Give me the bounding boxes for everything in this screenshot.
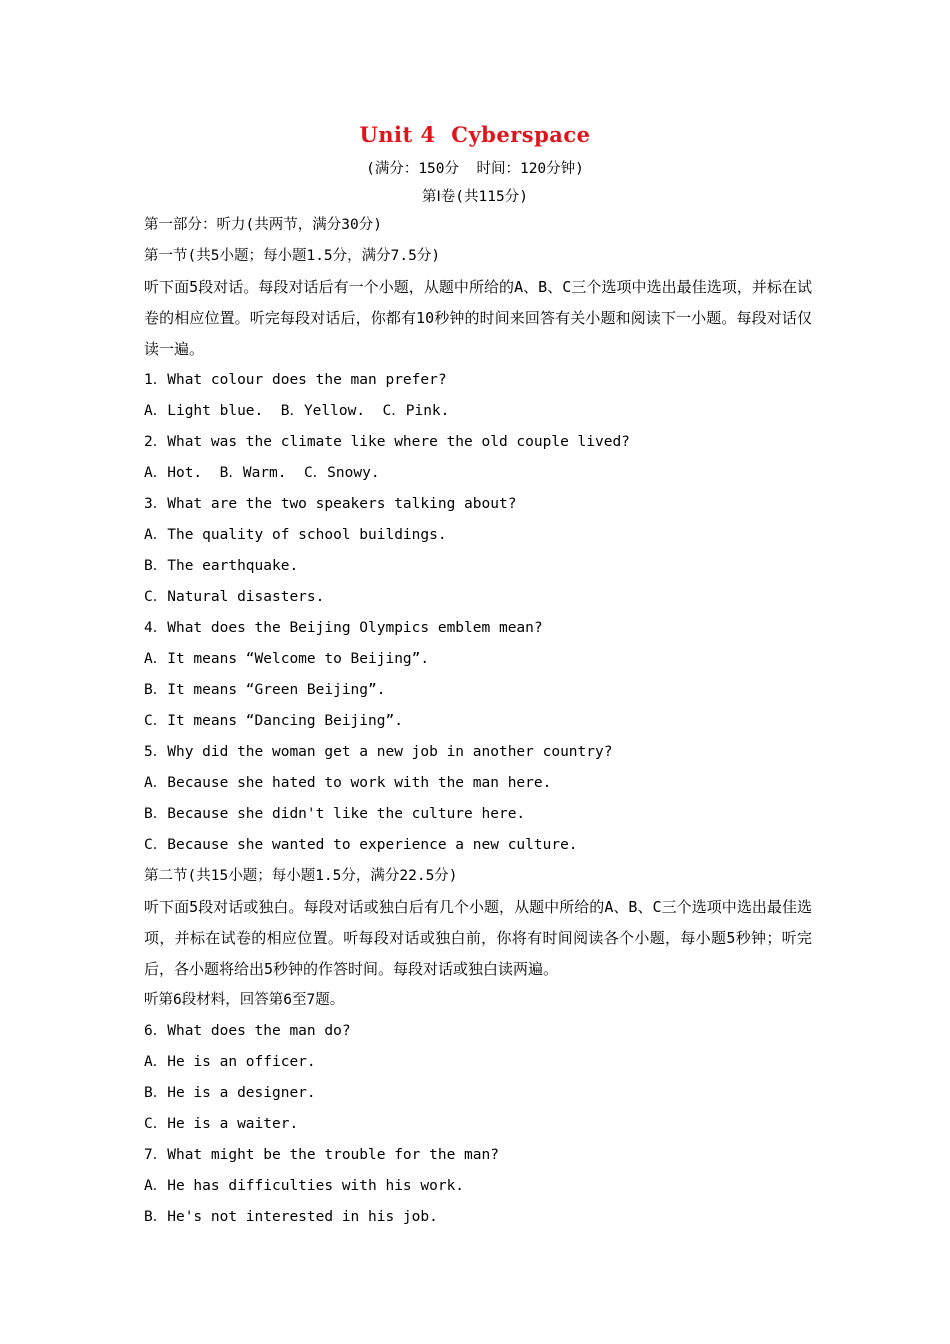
option-a: A．He has difficulties with his work. — [144, 1178, 465, 1194]
exam-content — [144, 210, 812, 1233]
option-b: B．It means “Green Beijing”. — [144, 682, 386, 698]
question-stem: 7．What might be the trouble for the man? — [144, 1147, 499, 1163]
option-b: B．He's not interested in his job. — [144, 1209, 438, 1225]
question-stem: 1．What colour does the man prefer? — [144, 372, 447, 388]
question-stem: 6．What does the man do? — [144, 1023, 351, 1039]
option-b: B．The earthquake. — [144, 558, 299, 574]
question-stem: 5．Why did the woman get a new job in another country? — [144, 744, 613, 760]
option-a: A．It means “Welcome to Beijing”. — [144, 651, 430, 667]
question-stem: 4．What does the Beijing Olympics emblem mean? — [144, 620, 543, 636]
question-options: A．Light blue. B．Yellow. C．Pink. — [144, 403, 450, 419]
question-stem: 2．What was the climate like where the old couple lived? — [144, 434, 630, 450]
option-b: B．He is a designer. — [144, 1085, 316, 1101]
option-c: C．It means “Dancing Beijing”. — [144, 713, 403, 729]
option-b: B．Because she didn't like the culture here. — [144, 806, 526, 822]
question-stem: 3．What are the two speakers talking about? — [144, 496, 517, 512]
section2-heading: 第二节(共15小题；每小题1.5分，满分22.5分) — [144, 868, 458, 884]
option-a: A．Because she hated to work with the man here. — [144, 775, 552, 791]
option-a: A．He is an officer. — [144, 1054, 316, 1070]
section1-heading: 第一节(共5小题；每小题1.5分，满分7.5分) — [144, 248, 441, 264]
section2-instructions: 听下面5段对话或独白。每段对话或独白后有几个小题，从题中所给的A、B、C三个选项中选出最佳选项，并标在试卷的相应位置。听每段对话或独白前，你将有时间阅读各个小题，每小题5秒钟；听完后，各小题将给出5秒钟的作答时间。每段对话或独白读两遍。 — [144, 898, 812, 978]
option-a: A．The quality of school buildings. — [144, 527, 447, 543]
part-heading: 第一部分：听力(共两节，满分30分) — [144, 217, 382, 233]
option-c: C．Because she wanted to experience a new culture. — [144, 837, 578, 853]
option-c: C．Natural disasters. — [144, 589, 325, 605]
volume-heading: 第Ⅰ卷(共115分) — [422, 189, 528, 205]
material-note: 听第6段材料，回答第6至7题。 — [144, 992, 345, 1008]
section1-instructions: 听下面5段对话。每段对话后有一个小题，从题中所给的A、B、C三个选项中选出最佳选项，并标在试卷的相应位置。听完每段对话后，你都有10秒钟的时间来回答有关小题和阅读下一小题。每段对话仅读一遍。 — [144, 278, 812, 358]
question-options: A．Hot. B．Warm. C．Snowy. — [144, 465, 380, 481]
document-title: Unit 4 Cyberspace — [359, 122, 591, 147]
option-c: C．He is a waiter. — [144, 1116, 299, 1132]
score-time-info: (满分：150分 时间：120分钟) — [366, 161, 584, 177]
